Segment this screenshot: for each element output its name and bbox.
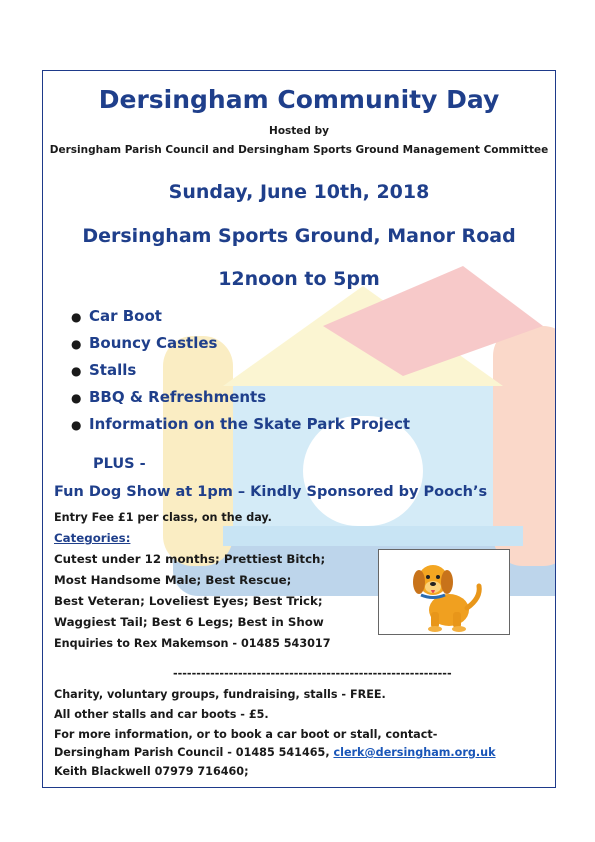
keith-contact: Keith Blackwell 07979 716460; — [54, 765, 249, 778]
plus-label: PLUS - — [93, 456, 146, 472]
activity-label: Stalls — [89, 361, 137, 379]
hosts-text: Dersingham Parish Council and Dersingham Sports Ground Management Committee — [49, 144, 549, 156]
categories-label: Categories: — [54, 531, 131, 545]
activity-label: Information on the Skate Park Project — [89, 415, 411, 433]
activities-list — [71, 303, 410, 438]
list-item — [71, 303, 410, 330]
category-line: Best Veteran; Loveliest Eyes; Best Trick; — [54, 594, 323, 608]
bullet-icon: ● — [71, 418, 82, 432]
category-line: Waggiest Tail; Best 6 Legs; Best in Show — [54, 615, 324, 629]
council-contact — [54, 746, 496, 759]
bullet-icon: ● — [71, 364, 82, 378]
dog-illustration-icon — [379, 550, 509, 634]
list-item — [71, 357, 410, 384]
list-item — [71, 384, 410, 411]
event-title: Dersingham Community Day — [98, 85, 500, 114]
category-line: Cutest under 12 months; Prettiest Bitch; — [54, 552, 326, 566]
bullet-icon: ● — [71, 337, 82, 351]
flyer-frame — [42, 70, 556, 788]
event-venue: Dersingham Sports Ground, Manor Road — [82, 225, 516, 247]
bullet-icon: ● — [71, 310, 82, 324]
email-link[interactable]: clerk@dersingham.org.uk — [333, 746, 496, 759]
divider-line: ------------------------------------------------------------ — [173, 667, 452, 680]
list-item — [71, 411, 410, 438]
dog-illustration-box — [378, 549, 510, 635]
event-time: 12noon to 5pm — [218, 268, 380, 290]
hosted-by-label: Hosted by — [269, 125, 329, 137]
category-line: Most Handsome Male; Best Rescue; — [54, 573, 292, 587]
entry-fee: Entry Fee £1 per class, on the day. — [54, 511, 272, 524]
list-item — [71, 330, 410, 357]
more-info-text: For more information, or to book a car boot or stall, contact- — [54, 728, 438, 741]
other-fee-text: All other stalls and car boots - £5. — [54, 708, 269, 721]
enquiries-text: Enquiries to Rex Makemson - 01485 543017 — [54, 637, 331, 650]
bullet-icon: ● — [71, 391, 82, 405]
council-text: Dersingham Parish Council - 01485 541465, — [54, 746, 330, 759]
dog-show-title: Fun Dog Show at 1pm – Kindly Sponsored by Pooch’s — [54, 484, 488, 500]
free-text: Charity, voluntary groups, fundraising, stalls - FREE. — [54, 688, 386, 701]
activity-label: Car Boot — [89, 307, 162, 325]
event-date: Sunday, June 10th, 2018 — [168, 181, 430, 203]
activity-label: BBQ & Refreshments — [89, 388, 267, 406]
activity-label: Bouncy Castles — [89, 334, 218, 352]
